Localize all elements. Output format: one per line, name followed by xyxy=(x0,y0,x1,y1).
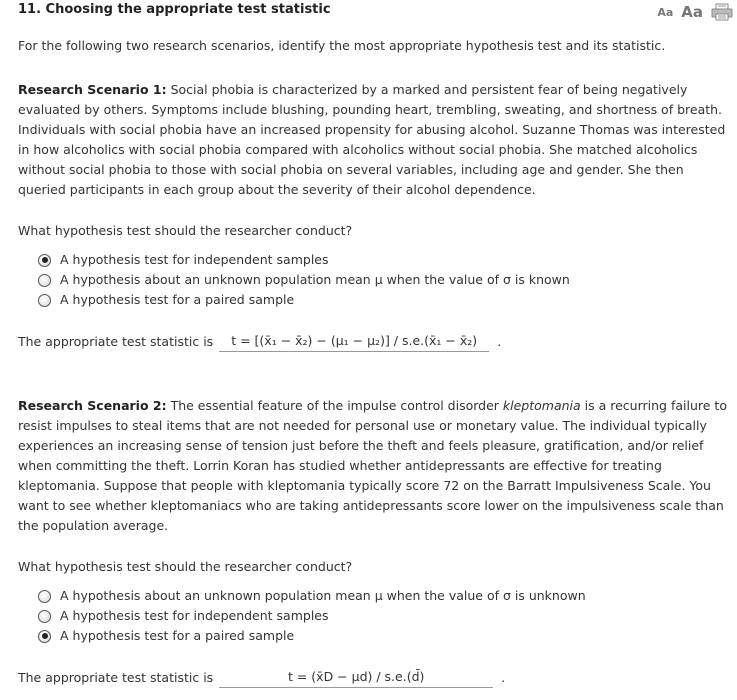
statistic-dropdown[interactable]: t = (x̄D − μd) / s.e.(d̄) xyxy=(219,667,493,688)
radio-button[interactable] xyxy=(38,294,51,307)
scenario-2-option[interactable] xyxy=(38,606,586,626)
scenario-2-body-start: The essential feature of the impulse control disorder xyxy=(166,398,503,413)
scenario-1-option[interactable] xyxy=(38,250,570,270)
radio-button[interactable] xyxy=(38,590,51,603)
scenario-2-question: What hypothesis test should the researcher conduct? xyxy=(18,559,353,574)
statistic-period: . xyxy=(497,334,502,349)
scenario-1-text xyxy=(18,80,730,200)
scenario-2-text xyxy=(18,396,730,536)
option-label: A hypothesis about an unknown population mean μ when the value of σ is known xyxy=(60,272,570,287)
scenario-1-option[interactable] xyxy=(38,290,570,310)
scenario-2-body-end: is a recurring failure to resist impulses to steal items that are not needed for personal use or monetary value. The individual typically experiences an increasing sense of tension just before the theft and feels pleasure, gratification, and/or relief when committing the theft. Lorrin Koran has studied whether antidepressants are effective for treating kleptomania. Suppose that people with kleptomania typically score 72 on the Barratt Impulsiveness Scale. You want to see whether kleptomaniacs who are taking antidepressants score lower on the impulsiveness scale than the population average. xyxy=(18,398,727,533)
scenario-1-options xyxy=(38,250,570,310)
statistic-label: The appropriate test statistic is xyxy=(18,670,214,685)
radio-button[interactable] xyxy=(38,254,51,267)
option-label: A hypothesis test for independent samples xyxy=(60,608,329,623)
scenario-1-body: Social phobia is characterized by a marked and persistent fear of being negatively evaluated by others. Symptoms include blushing, pounding heart, trembling, sweating, and shortness of breath. Individuals with social phobia have an increased propensity for abusing alcohol. Suzanne Thomas was interested in how alcoholics with social phobia compared with alcoholics without social phobia. She matched alcoholics without social phobia to those with social phobia on several variables, including age and gender. She then queried participants in each group about the severity of their alcohol dependence. xyxy=(18,82,726,197)
font-size-small-button[interactable]: Aa xyxy=(657,6,674,19)
scenario-2-italic-term: kleptomania xyxy=(502,398,581,413)
header xyxy=(0,0,737,22)
option-label: A hypothesis test for a paired sample xyxy=(60,628,295,643)
scenario-1-question: What hypothesis test should the researcher conduct? xyxy=(18,223,353,238)
statistic-period: . xyxy=(501,670,506,685)
statistic-label: The appropriate test statistic is xyxy=(18,334,214,349)
font-size-large-button[interactable]: Aa xyxy=(681,2,703,21)
print-icon[interactable] xyxy=(711,3,733,21)
statistic-dropdown[interactable]: t = [(x̄₁ − x̄₂) − (μ₁ − μ₂)] / s.e.(x̄₁ − x̄₂) xyxy=(219,331,489,352)
scenario-1-label: Research Scenario 1: xyxy=(18,82,167,97)
option-label: A hypothesis test for independent samples xyxy=(60,252,329,267)
intro-text: For the following two research scenarios, identify the most appropriate hypothesis test and its statistic. xyxy=(18,38,666,53)
option-label: A hypothesis about an unknown population mean μ when the value of σ is unknown xyxy=(60,588,586,603)
scenario-2-statistic-row xyxy=(18,666,505,688)
radio-button[interactable] xyxy=(38,274,51,287)
option-label: A hypothesis test for a paired sample xyxy=(60,292,295,307)
radio-button[interactable] xyxy=(38,630,51,643)
scenario-2-options xyxy=(38,586,586,646)
scenario-1-option[interactable] xyxy=(38,270,570,290)
scenario-2-option[interactable] xyxy=(38,586,586,606)
scenario-1-statistic-row xyxy=(18,330,501,352)
scenario-2-label: Research Scenario 2: xyxy=(18,398,167,413)
toolbar xyxy=(657,0,733,23)
scenario-2-option[interactable] xyxy=(38,626,586,646)
question-title: 11. Choosing the appropriate test statistic xyxy=(18,2,331,17)
radio-button[interactable] xyxy=(38,610,51,623)
